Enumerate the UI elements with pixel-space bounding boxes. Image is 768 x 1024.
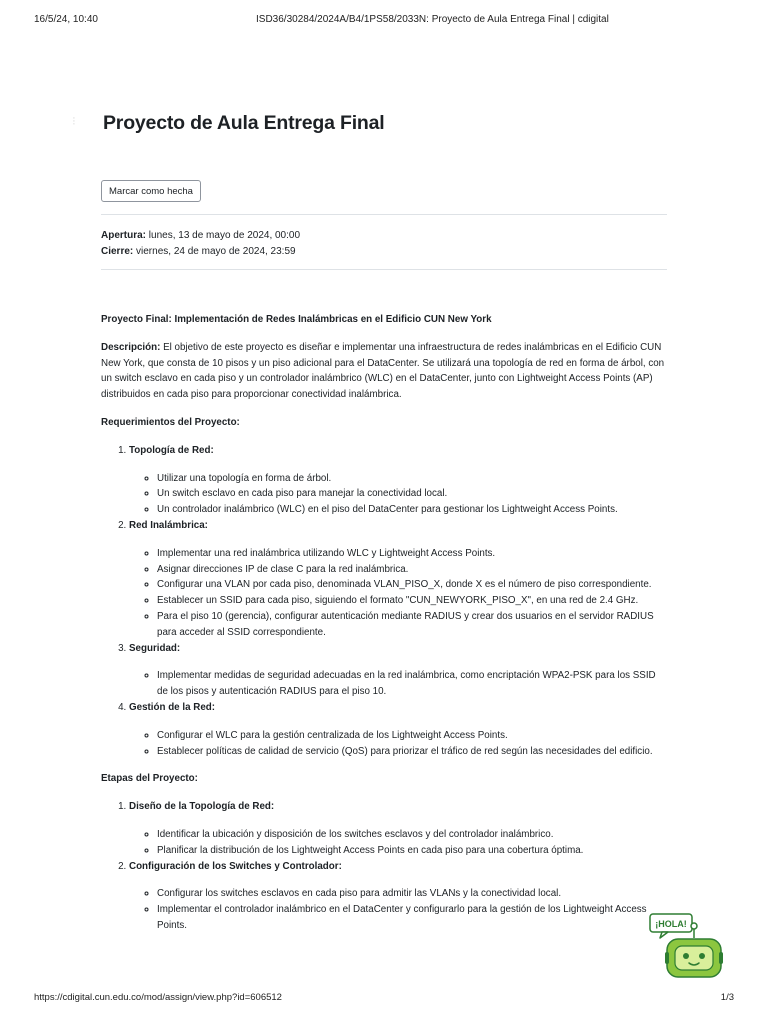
assignment-icon: ⁝ xyxy=(72,114,76,128)
requirement-title: 4. Gestión de la Red: xyxy=(129,701,216,713)
stage-item xyxy=(129,859,667,934)
description-paragraph xyxy=(101,340,667,403)
stages-list xyxy=(101,799,667,934)
bullet-item: ◦ Establecer un SSID para cada piso, siguiendo el formato "CUN_NEWYORK_PISO_X", en una red de 2.4 GHz. xyxy=(157,593,667,609)
stage-item xyxy=(129,799,667,858)
bullet-item: ◦ Identificar la ubicación y disposición de los switches esclavos y del controlador inalámbrico. xyxy=(157,827,667,843)
bullet-item: ◦ Configurar los switches esclavos en cada piso para admitir las VLANs y la conectividad local. xyxy=(157,886,667,902)
requirement-title: 2. Red Inalámbrica: xyxy=(129,519,208,531)
page-title: Proyecto de Aula Entrega Final xyxy=(103,112,385,134)
stages-title: Etapas del Proyecto: xyxy=(101,773,198,785)
closing-label: Cierre: xyxy=(101,245,134,257)
bullet-item: ◦ Un controlador inalámbrico (WLC) en el piso del DataCenter para gestionar los Lightweight Access Points. xyxy=(157,502,667,518)
requirement-title: 3. Seguridad: xyxy=(129,642,181,654)
print-page-title: ISD36/30284/2024A/B4/1PS58/2033N: Proyecto de Aula Entrega Final | cdigital xyxy=(256,14,609,25)
bullet-item: ◦ Planificar la distribución de los Lightweight Access Points en cada piso para una cobertura óptima. xyxy=(157,843,667,859)
divider-bottom xyxy=(101,269,667,270)
requirement-bullets xyxy=(129,546,667,641)
bullet-item: ◦ Implementar el controlador inalámbrico en el DataCenter y configurarlo para la gestión de los Lightweight Access Points. xyxy=(157,902,667,934)
description-text: El objetivo de este proyecto es diseñar e implementar una infraestructura de redes inalámbricas en el Edificio CUN New York, que consta de 10 pisos y un piso adicional para el DataCenter. Se utilizará una topología de red en forma de árbol, con un switch esclavo en cada piso y un controlador inalámbrico (WLC) en el DataCenter, junto con Lightweight Access Points (AP) distribuidos en cada piso para proporcionar conectividad inalámbrica. xyxy=(101,341,665,401)
requirement-item xyxy=(129,700,667,759)
print-footer xyxy=(34,992,734,1006)
requirements-list xyxy=(101,443,667,760)
chatbot-greeting: ¡HOLA! xyxy=(655,919,687,929)
bullet-item: ◦ Un switch esclavo en cada piso para manejar la conectividad local. xyxy=(157,486,667,502)
requirement-bullets xyxy=(129,728,667,760)
opening-date xyxy=(101,228,300,244)
bullet-item: ◦ Asignar direcciones IP de clase C para la red inalámbrica. xyxy=(157,562,667,578)
bullet-item: ◦ Implementar medidas de seguridad adecuadas en la red inalámbrica, como encriptación WPA2-PSK para los SSID de los pisos y autenticación RADIUS para el piso 10. xyxy=(157,668,667,700)
opening-label: Apertura: xyxy=(101,230,147,241)
print-page-number: 1/3 xyxy=(720,992,734,1003)
stage-bullets xyxy=(129,827,667,859)
requirement-item xyxy=(129,518,667,641)
assignment-description xyxy=(101,312,667,946)
bullet-item: ◦ Establecer políticas de calidad de servicio (QoS) para priorizar el tráfico de red según las necesidades del edificio. xyxy=(157,744,667,760)
activity-dates xyxy=(101,228,300,259)
requirement-bullets xyxy=(129,471,667,518)
divider-top xyxy=(101,214,667,215)
bullet-item: ◦ Para el piso 10 (gerencia), configurar autenticación mediante RADIUS y crear dos usuarios en el servidor RADIUS para acceder al SSID correspondiente. xyxy=(157,609,667,641)
bullet-item: ◦ Configurar una VLAN por cada piso, denominada VLAN_PISO_X, donde X es el número de piso correspondiente. xyxy=(157,577,667,593)
closing-date xyxy=(101,244,300,260)
print-datetime: 16/5/24, 10:40 xyxy=(34,14,98,25)
requirement-item xyxy=(129,641,667,700)
bullet-item: ◦ Configurar el WLC para la gestión centralizada de los Lightweight Access Points. xyxy=(157,728,667,744)
chatbot-launcher[interactable] xyxy=(648,912,726,982)
closing-value: viernes, 24 de mayo de 2024, 23:59 xyxy=(133,245,296,257)
requirement-bullets xyxy=(129,668,667,700)
requirement-item xyxy=(129,443,667,518)
mark-done-button[interactable]: Marcar como hecha xyxy=(101,180,201,202)
stage-title: 1. Diseño de la Topología de Red: xyxy=(129,801,275,813)
project-heading: Proyecto Final: Implementación de Redes Inalámbricas en el Edificio CUN New York xyxy=(101,314,492,325)
print-header xyxy=(34,14,734,30)
bullet-item: ◦ Utilizar una topología en forma de árbol. xyxy=(157,471,667,487)
opening-value: lunes, 13 de mayo de 2024, 00:00 xyxy=(146,230,301,241)
requirements-title: Requerimientos del Proyecto: xyxy=(101,416,240,428)
stage-title: 2. Configuración de los Switches y Controlador: xyxy=(129,860,342,872)
robot-icon xyxy=(648,912,726,982)
bullet-item: ◦ Implementar una red inalámbrica utilizando WLC y Lightweight Access Points. xyxy=(157,546,667,562)
requirement-title: 1. Topología de Red: xyxy=(129,444,214,456)
stage-bullets xyxy=(129,886,667,933)
description-label: Descripción: xyxy=(101,341,161,353)
print-url: https://cdigital.cun.edu.co/mod/assign/view.php?id=606512 xyxy=(34,992,282,1003)
